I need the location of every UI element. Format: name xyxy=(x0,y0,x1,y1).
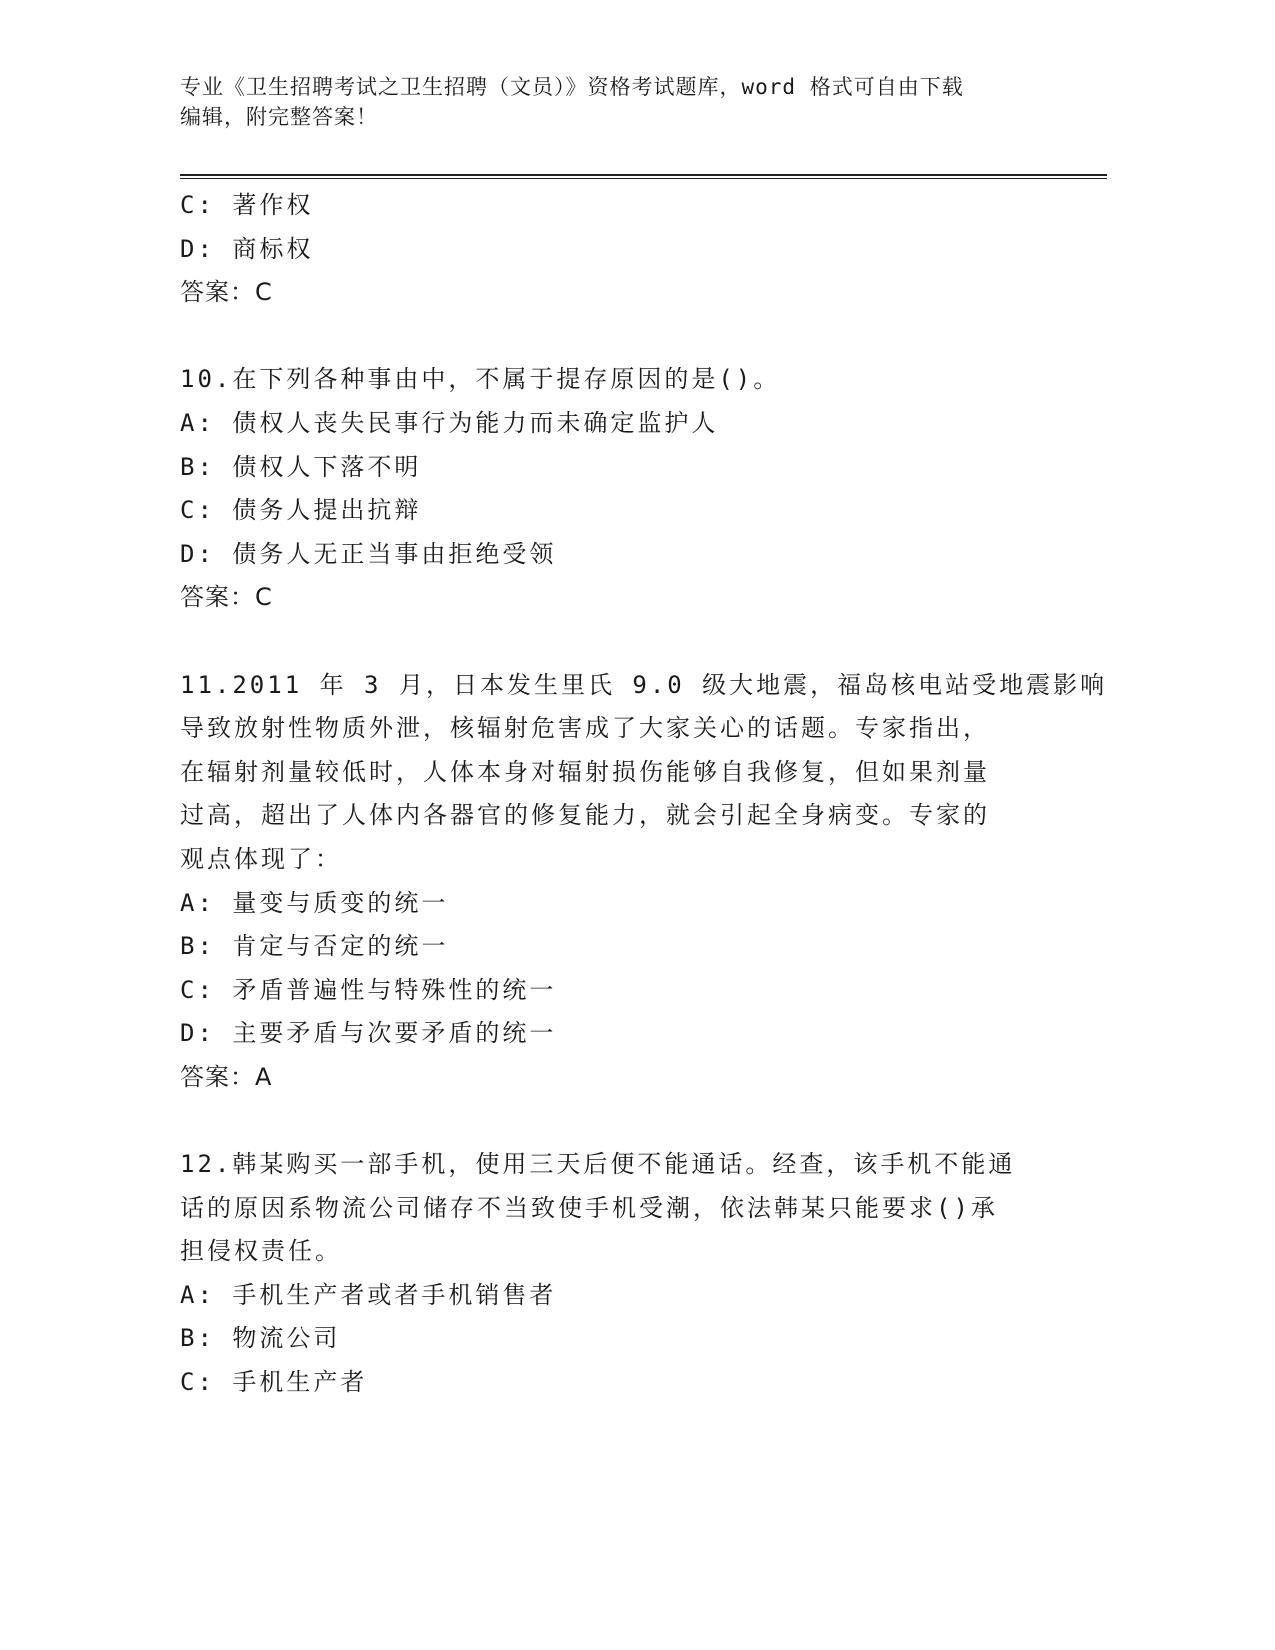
option-b: B: 物流公司 xyxy=(180,1324,341,1353)
stem-line: 话的原因系物流公司储存不当致使手机受潮，依法韩某只能要求()承 xyxy=(180,1193,998,1222)
question-10 xyxy=(180,358,1060,620)
header-line-1: 专业《卫生招聘考试之卫生招聘（文员）》资格考试题库，word 格式可自由下载 xyxy=(180,75,964,99)
option-c: C: 债务人提出抗辩 xyxy=(180,496,422,525)
stem-line: 12.韩某购买一部手机，使用三天后便不能通话。经查，该手机不能通 xyxy=(180,1150,1016,1179)
header-divider xyxy=(180,174,1107,179)
option-c: C: 手机生产者 xyxy=(180,1368,368,1397)
option-d: D: 商标权 xyxy=(180,234,314,263)
question-11 xyxy=(180,664,1108,1100)
option-a: A: 量变与质变的统一 xyxy=(180,888,449,917)
option-a: A: 手机生产者或者手机销售者 xyxy=(180,1280,557,1309)
stem-line: 担侵权责任。 xyxy=(180,1237,342,1266)
answer: 答案：C xyxy=(180,583,273,612)
question-stem: 10.在下列各种事由中，不属于提存原因的是()。 xyxy=(180,365,781,394)
question-stem xyxy=(180,1143,1060,1274)
question-content xyxy=(180,184,1108,1405)
page-header xyxy=(180,72,1040,132)
stem-line: 观点体现了： xyxy=(180,844,342,873)
answer: 答案：A xyxy=(180,1062,273,1091)
answer: 答案：C xyxy=(180,278,273,307)
option-d: D: 债务人无正当事由拒绝受领 xyxy=(180,539,557,568)
spacer xyxy=(180,620,1060,664)
question-9-tail xyxy=(180,184,1060,315)
option-c: C: 著作权 xyxy=(180,191,314,219)
stem-line: 在辐射剂量较低时，人体本身对辐射损伤能够自我修复，但如果剂量 xyxy=(180,757,990,786)
option-b: B: 债权人下落不明 xyxy=(180,452,422,481)
header-line-2: 编辑，附完整答案！ xyxy=(180,105,378,129)
option-a: A: 债权人丧失民事行为能力而未确定监护人 xyxy=(180,408,719,437)
option-b: B: 肯定与否定的统一 xyxy=(180,932,449,961)
stem-line: 过高，超出了人体内各器官的修复能力，就会引起全身病变。专家的 xyxy=(180,801,990,830)
stem-line: 11.2011 年 3 月，日本发生里氏 9.0 级大地震，福岛核电站受地震影响 xyxy=(180,670,1108,699)
stem-line: 导致放射性物质外泄，核辐射危害成了大家关心的话题。专家指出， xyxy=(180,714,990,743)
spacer xyxy=(180,315,1060,359)
option-c: C: 矛盾普遍性与特殊性的统一 xyxy=(180,975,557,1004)
question-12 xyxy=(180,1143,1060,1405)
question-stem xyxy=(180,664,1108,882)
spacer xyxy=(180,1099,1060,1143)
option-d: D: 主要矛盾与次要矛盾的统一 xyxy=(180,1019,557,1048)
